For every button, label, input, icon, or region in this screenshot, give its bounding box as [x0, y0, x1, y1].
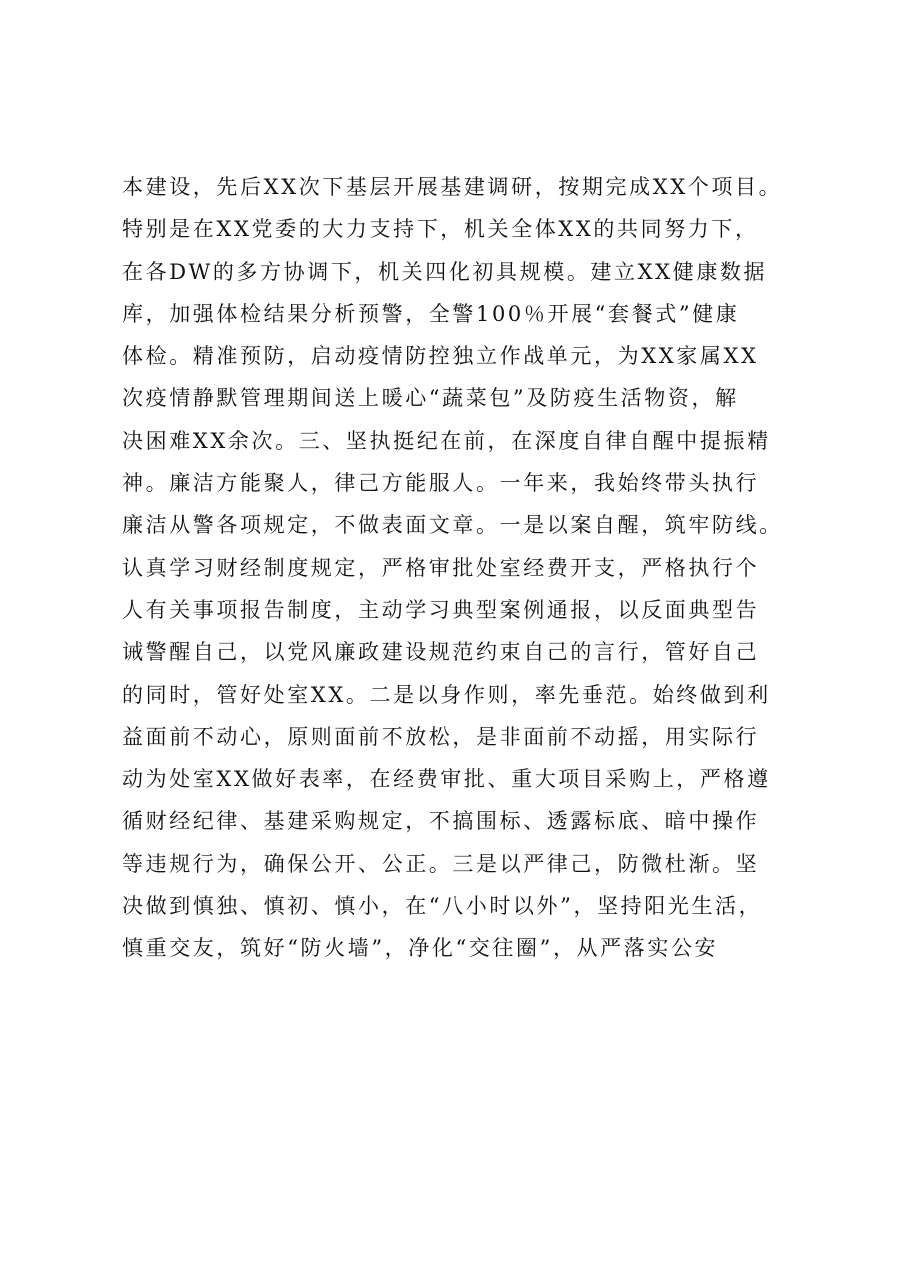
text-line: 决困难XX余次。三、坚执挺纪在前，在深度自律自醒中提振精: [122, 428, 771, 453]
text-line: 体检。精准预防，启动疫情防控独立作战单元，为XX家属XX: [122, 344, 759, 369]
text-line: 的同时，管好处室XX。二是以身作则，率先垂范。始终做到利: [122, 682, 771, 707]
text-line: 慎重交友，筑好“防火墙”，净化“交往圈”，从严落实公安: [122, 936, 719, 961]
text-line: 人有关事项报告制度，主动学习典型案例通报，以反面典型告: [122, 597, 760, 622]
text-line: 益面前不动心，原则面前不放松，是非面前不动摇，用实际行: [122, 724, 760, 749]
text-line: 特别是在XX党委的大力支持下，机关全体XX的共同努力下，: [122, 217, 759, 242]
text-line: 库，加强体检结果分析预警，全警100％开展“套餐式”健康: [122, 301, 740, 326]
text-line: 次疫情静默管理期间送上暖心“蔬菜包”及防疫生活物资，解: [122, 386, 739, 411]
text-line: 本建设，先后XX次下基层开展基建调研，按期完成XX个项目。: [122, 175, 783, 199]
body-text: [122, 166, 822, 970]
text-line: 循财经纪律、基建采购规定，不搞围标、透露标底、暗中操作: [122, 809, 760, 834]
text-line: 决做到慎独、慎初、慎小，在“八小时以外”，坚持阳光生活，: [122, 894, 763, 919]
text-line: 廉洁从警各项规定，不做表面文章。一是以案自醒，筑牢防线。: [122, 513, 783, 538]
text-line: 动为处室XX做好表率，在经费审批、重大项目采购上，严格遵: [122, 767, 771, 792]
text-line: 等违规行为，确保公开、公正。三是以严律己，防微杜渐。坚: [122, 851, 760, 876]
text-line: 诫警醒自己，以党风廉政建设规范约束自己的言行，管好自己: [122, 640, 760, 665]
text-line: 在各DW的多方协调下，机关四化初具规模。建立XX健康数据: [122, 259, 768, 284]
text-line: 神。廉洁方能聚人，律己方能服人。一年来，我始终带头执行: [122, 471, 760, 496]
text-line: 认真学习财经制度规定，严格审批处室经费开支，严格执行个: [122, 555, 760, 580]
